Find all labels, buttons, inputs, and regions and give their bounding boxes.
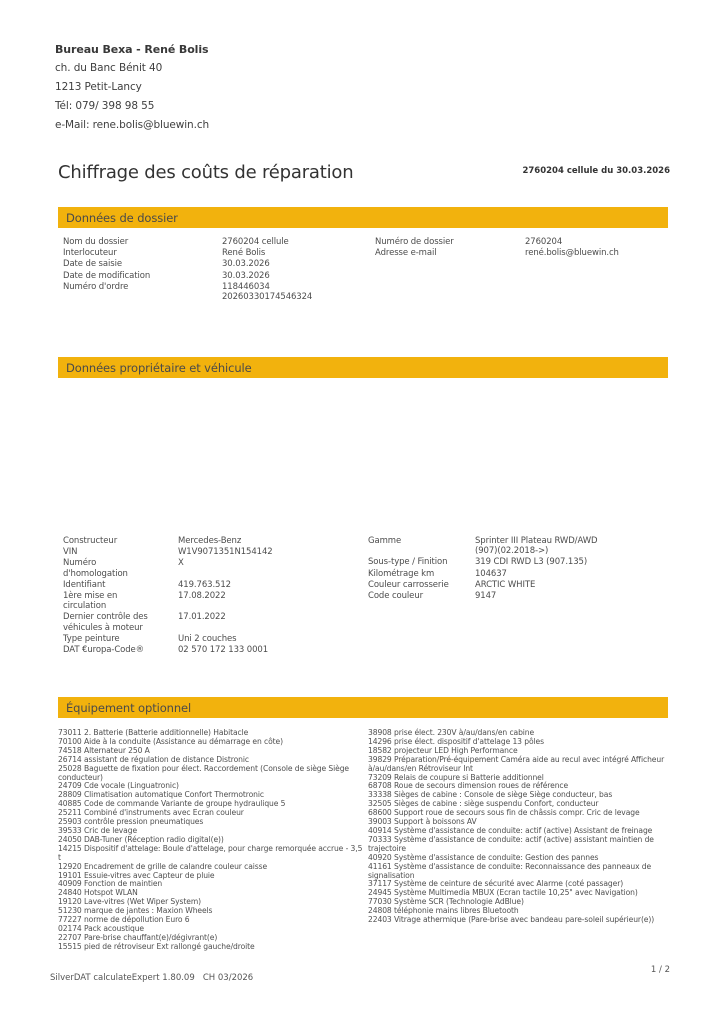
equipment-item: 73011 2. Batterie (Batterie additionnelle) Habitacle [58,728,249,737]
dossier-fields-left [63,237,363,303]
letterhead [55,40,209,135]
equipment-item: 40885 Code de commande Variante de groupe hydraulique 5 [58,799,286,809]
equipment-item: 02174 Pack acoustique [58,923,144,933]
footer-app-version: SilverDAT calculateExpert 1.80.09 CH 03/2026 [50,973,254,983]
equipment-item: 14296 prise élect. dispositif d'attelage 13 pôles [368,736,544,746]
equipment-item: 74518 Alternateur 250 A [58,745,150,755]
field-identifiant: Identifiant 419.763.512 [63,579,231,590]
equipment-item: 38908 prise élect. 230V à/au/dans/en cabine [368,728,535,737]
equipment-item: 70100 Aide à la conduite (Assistance au démarrage en côte) [58,736,283,746]
company-email: e-Mail: rene.bolis@bluewin.ch [55,119,210,131]
field-date-de-saisie: Date de saisie 30.03.2026 [63,259,270,270]
field-code-couleur: Code couleur 9147 [368,591,497,602]
field-couleur-carrosserie: Couleur carrosserie ARCTIC WHITE [368,579,536,590]
section-header-vehicle [58,357,668,378]
equipment-item: 40909 Fonction de maintien [58,879,163,889]
section-header-dossier [58,207,668,228]
equipment-item: 39003 Support à boissons AV [368,817,477,827]
equipment-item: 40914 Système d'assistance de conduite: actif (active) Assistant de freinage [368,825,653,835]
field-dat-europa-code: DAT €uropa-Code® 02 570 172 133 0001 [63,645,269,656]
equipment-item: 37117 Système de ceinture de sécurité avec Alarme (coté passager) [368,879,624,889]
equipment-item: 22707 Pare-brise chauffant(e)/dégivrant(e) [58,932,218,942]
field-date-de-modification: Date de modification 30.03.2026 [63,270,270,281]
section-header-dossier-label: Données de dossier [66,210,178,225]
field-vin: VIN W1V9071351N154142 [63,547,273,558]
page-title: Chiffrage des coûts de réparation [58,162,354,183]
equipment-list-left [58,729,364,952]
equipment-item: 68708 Roue de secours dimension roues de référence [368,781,569,791]
equipment-item: 19120 Lave-vitres (Wet Wiper System) [58,897,201,907]
field-nom-du-dossier: Nom du dossier 2760204 cellule [63,237,289,247]
field-adresse-email: Adresse e-mail rené.bolis@bluewin.ch [375,248,619,259]
equipment-item: 39533 Cric de levage [58,825,138,835]
equipment-item: 70333 Système d'assistance de conduite: actif (active) assistant maintien de trajectoire [368,834,654,853]
equipment-list-right [368,729,671,925]
footer-page-number: 1 / 2 [650,965,670,975]
equipment-item: 68600 Support roue de secours sous fin de châssis compr. Cric de levage [368,808,640,818]
field-numero-de-dossier: Numéro de dossier 2760204 [375,237,563,247]
equipment-item: 14215 Dispositif d'attelage: Boule d'attelage, pour charge remorquée accrue - 3,5 t [58,843,363,862]
field-sous-type-finition: Sous-type / Finition 319 CDI RWD L3 (907.135) [368,557,588,568]
dossier-fields-right [375,237,670,259]
equipment-item: 12920 Encadrement de grille de calandre couleur caisse [58,861,268,871]
equipment-item: 24709 Cde vocale (Linguatronic) [58,781,179,791]
equipment-item: 33338 Sièges de cabine : Console de siège Siège conducteur, bas [368,790,613,800]
field-numero-ordre: Numéro d'ordre 118446034 20260330174546324 [63,281,313,303]
equipment-item: 77030 Système SCR (Technologie AdBlue) [368,897,524,907]
equipment-item: 22403 Vitrage athermique (Pare-brise avec bandeau pare-soleil supérieur(e)) [368,915,655,925]
equipment-item: 25211 Combiné d'instruments avec Ecran couleur [58,808,244,818]
equipment-item: 28809 Climatisation automatique Confort Thermotronic [58,790,264,800]
field-kilometrage: Kilométrage km 104637 [368,568,507,579]
document-reference: 2760204 cellule du 30.03.2026 [522,166,670,176]
equipment-item: 15515 pied de rétroviseur Ext rallongé gauche/droite [58,941,255,951]
section-header-equipment [58,697,668,718]
equipment-item: 73209 Relais de coupure si Batterie additionnel [368,772,544,782]
company-city: 1213 Petit-Lancy [55,81,142,93]
field-numero-homologation: Numéro d'homologation X [63,558,184,579]
equipment-item: 19101 Essuie-vitres avec Capteur de pluie [58,870,215,880]
field-gamme: Gamme Sprinter III Plateau RWD/AWD (907)(02.2018->) [368,536,601,557]
vehicle-fields-right [368,536,668,602]
equipment-item: 24050 DAB-Tuner (Réception radio digital(e)) [58,834,224,844]
field-type-peinture: Type peinture Uni 2 couches [63,633,237,644]
equipment-item: 18582 projecteur LED High Performance [368,745,518,755]
equipment-item: 24808 téléphonie mains libres Bluetooth [368,906,519,916]
field-premiere-mise-en-circulation: 1ère mise en circulation 17.08.2022 [63,591,226,612]
equipment-item: 39829 Préparation/Pré-équipement Caméra aide au recul avec intégré Afficheur à/au/dans/en Rétroviseur Int [368,754,665,773]
section-header-equipment-label: Équipement optionnel [66,700,192,715]
equipment-item: 25028 Baguette de fixation pour élect. Raccordement (Console de siège Siège conducteur) [58,763,350,782]
field-dernier-controle: Dernier contrôle des véhicules à moteur 17.01.2022 [63,612,226,633]
company-phone: Tél: 079/ 398 98 55 [55,100,155,112]
equipment-item: 26714 assistant de régulation de distance Distronic [58,754,249,764]
equipment-item: 51230 marque de jantes : Maxion Wheels [58,906,213,916]
company-name: Bureau Bexa - René Bolis [55,43,209,56]
equipment-item: 41161 Système d'assistance de conduite: Reconnaissance des panneaux de signalisation [368,861,652,880]
company-street: ch. du Banc Bénit 40 [55,62,163,74]
equipment-item: 25903 contrôle pression pneumatiques [58,817,204,827]
equipment-item: 77227 norme de dépollution Euro 6 [58,915,190,925]
equipment-item: 24840 Hotspot WLAN [58,888,138,898]
equipment-item: 40920 Système d'assistance de conduite: Gestion des pannes [368,852,599,862]
equipment-item: 32505 Sièges de cabine : siège suspendu Confort, conducteur [368,799,599,809]
section-header-vehicle-label: Données propriétaire et véhicule [66,360,252,375]
field-interlocuteur: Interlocuteur René Bolis [63,248,266,259]
field-constructeur: Constructeur Mercedes-Benz [63,536,242,546]
equipment-item: 24945 Système Multimedia MBUX (Ecran tactile 10,25" avec Navigation) [368,888,638,898]
vehicle-fields-left [63,536,363,656]
